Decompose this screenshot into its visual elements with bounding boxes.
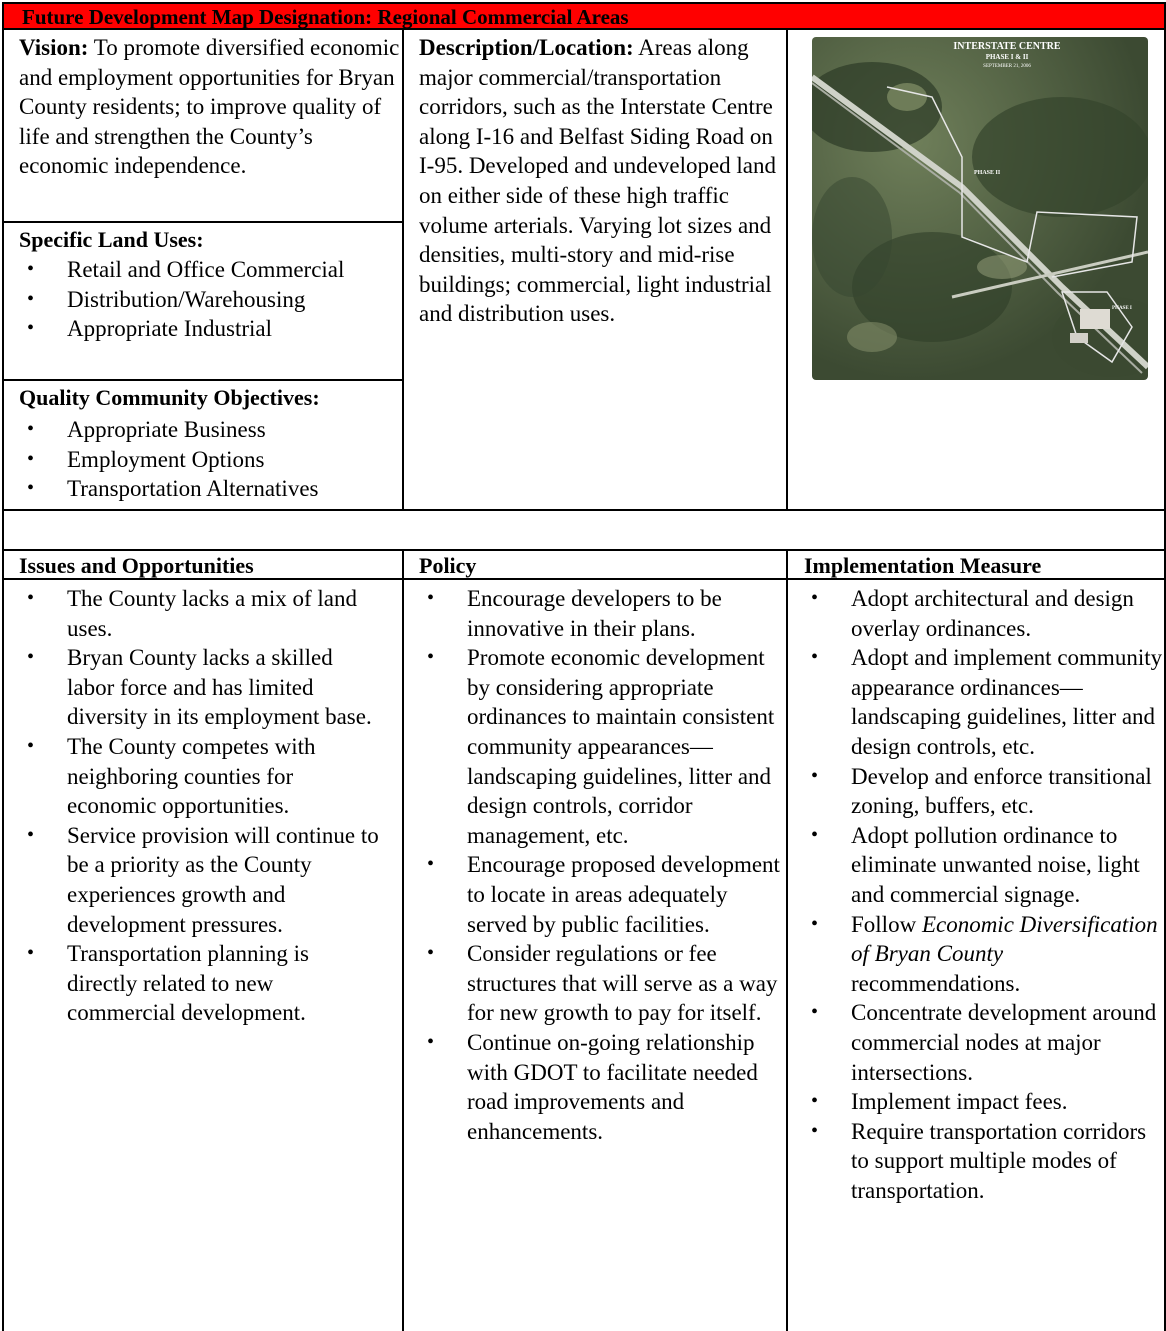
quality-objectives-list-wrap [20, 415, 402, 504]
list-item: • Implement impact fees. [804, 1087, 1164, 1117]
list-item: • Develop and enforce transitional zoning, buffers, etc. [804, 762, 1164, 821]
photo-label-phase2: PHASE II [974, 170, 1001, 176]
vision-cell [19, 33, 401, 181]
list-item: • Service provision will continue to be a priority as the County experiences growth and development pressures. [20, 821, 382, 939]
list-item: • Continue on-going relationship with GDOT to facilitate needed road improvements and enhancements. [420, 1028, 782, 1146]
list-item: • Retail and Office Commercial [20, 255, 360, 285]
list-item: • Require transportation corridors to support multiple modes of transportation. [804, 1117, 1164, 1206]
policy-heading: Policy [419, 553, 477, 578]
description-text: Areas along major commercial/transportation corridors, such as the Interstate Centre along I-16 and Belfast Siding Road on I-95. Developed and undeveloped land on either side of these high traffic volume arterials. Varying lot sizes and densities, multi-story and mid-rise buildings; commercial, light industrial and distribution uses. [419, 35, 777, 327]
follow-after: recommendations. [851, 970, 1021, 996]
list-item: • Consider regulations or fee structures that will serve as a way for new growth to pay for itself. [420, 939, 782, 1028]
list-item: • Transportation Alternatives [20, 474, 402, 504]
quality-objectives-heading: Quality Community Objectives: [19, 385, 320, 410]
policy-list [420, 584, 782, 1146]
policy-header-cell [419, 551, 783, 581]
list-item: • Adopt pollution ordinance to eliminate unwanted noise, light and commercial signage. [804, 821, 1164, 910]
list-item: • Encourage proposed development to locate in areas adequately served by public facilities. [420, 850, 782, 939]
column-divider-2 [786, 30, 788, 510]
issues-heading: Issues and Opportunities [19, 553, 254, 578]
list-item-follow [804, 910, 1164, 999]
designation-header: Future Development Map Designation: Regional Commercial Areas [2, 2, 1166, 30]
aerial-photo [812, 37, 1148, 380]
vision-label: Vision: [19, 35, 89, 60]
list-item: • Adopt and implement community appearance ordinances—landscaping guidelines, litter and design controls, etc. [804, 643, 1164, 761]
photo-subtitle: PHASE I & II [985, 53, 1029, 61]
list-item: • Employment Options [20, 445, 402, 475]
list-item: • Appropriate Business [20, 415, 402, 445]
issues-list-wrap [20, 584, 382, 1028]
photo-label-phase1: PHASE I [1112, 306, 1132, 311]
implementation-heading: Implementation Measure [804, 553, 1042, 578]
list-item: • Transportation planning is directly related to new commercial development. [20, 939, 382, 1028]
list-item: • Bryan County lacks a skilled labor force and has limited diversity in its employment base. [20, 643, 382, 732]
vision-paragraph [19, 33, 401, 181]
issues-list [20, 584, 382, 1028]
description-paragraph [419, 33, 783, 329]
column-divider-bottom-2 [786, 550, 788, 1331]
implementation-header-cell [804, 551, 1164, 581]
quality-objectives-list [20, 415, 402, 504]
specific-land-uses-heading: Specific Land Uses: [19, 227, 204, 252]
list-item: • Encourage developers to be innovative in their plans. [420, 584, 782, 643]
implementation-list-wrap [804, 584, 1164, 1205]
list-item: • Adopt architectural and design overlay ordinances. [804, 584, 1164, 643]
photo-date: SEPTEMBER 21, 2006 [983, 64, 1031, 69]
issues-header-cell [19, 551, 399, 581]
quality-objectives-cell [19, 383, 403, 413]
list-item: • Promote economic development by considering appropriate ordinances to maintain consistent community appearances—landscaping guidelines, litter and design controls, corridor management, etc. [420, 643, 782, 850]
list-item: • Distribution/Warehousing [20, 285, 360, 315]
list-item: • Concentrate development around commercial nodes at major intersections. [804, 998, 1164, 1087]
specific-land-uses-list-wrap [20, 255, 360, 344]
column-divider-1 [402, 30, 404, 510]
specific-land-uses-list [20, 255, 360, 344]
photo-title: INTERSTATE CENTRE [953, 41, 1061, 52]
row-divider-top-section [2, 509, 1166, 511]
list-item: • The County lacks a mix of land uses. [20, 584, 382, 643]
list-item: • Appropriate Industrial [20, 314, 360, 344]
list-item: • The County competes with neighboring counties for economic opportunities. [20, 732, 382, 821]
specific-land-uses-cell [19, 225, 401, 255]
description-label: Description/Location: [419, 35, 634, 60]
table-border-left [2, 30, 4, 1331]
vision-text: To promote diversified economic and employment opportunities for Bryan County residents; to improve quality of life and strengthen the County’s economic independence. [19, 35, 400, 179]
follow-before: Follow [851, 911, 922, 937]
row-divider-landuses [2, 379, 403, 381]
column-divider-bottom-1 [402, 550, 404, 1331]
row-divider-vision [2, 221, 403, 223]
implementation-list [804, 584, 1164, 1205]
description-cell [419, 33, 783, 329]
policy-list-wrap [420, 584, 782, 1146]
follow-report-title: Economic Diversification of Bryan County [851, 911, 1158, 967]
